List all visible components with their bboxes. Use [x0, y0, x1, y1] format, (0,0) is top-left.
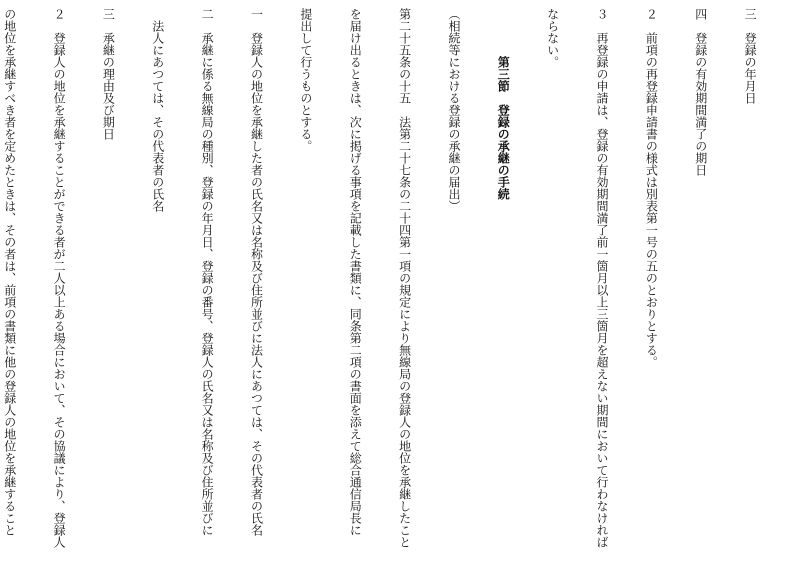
text-line: ３ 再登録の申請は、登録の有効期間満了前一箇月以上三箇月を超えない期間において行わなければ	[595, 8, 610, 548]
text-line: ２ 登録人の地位を承継することができる者が二人以上ある場合において、その協議により、登録人	[52, 8, 67, 548]
section-heading: 第三節 登録の承継の手続	[496, 8, 511, 200]
legal-document-text	[2, 8, 791, 560]
text-line: を届け出るときは、次に掲げる事項を記載した書類に、同条第二項の書面を添えて総合通信局長に	[348, 8, 363, 536]
text-line: ２ 前項の再登録申請書の様式は別表第一号の五のとおりとする。	[644, 8, 659, 368]
text-line: 提出して行うものとする。	[298, 8, 313, 152]
article-caption: （相続等における登録の承継の届出）	[446, 8, 461, 212]
text-line: 四 登録の有効期間満了の期日	[693, 8, 708, 176]
text-line: 法人にあつては、その代表者の氏名	[150, 8, 165, 212]
article-line: 第二十五条の十五 法第二十七条の二十四第一項の規定により無線局の登録人の地位を承継したこと	[397, 8, 412, 548]
text-line: の地位を承継すべき者を定めたときは、その者は、前項の書類に他の登録人の地位を承継すること	[2, 8, 17, 536]
text-line: 二 承継に係る無線局の種別、登録の年月日、登録の番号、登録人の氏名又は名称及び住所並びに	[200, 8, 215, 536]
text-line: 三 登録の年月日	[743, 8, 758, 104]
text-line: 三 承継の理由及び期日	[101, 8, 116, 140]
text-line: 一 登録人の地位を承継した者の氏名又は名称及び住所並びに法人にあつては、その代表者の氏名	[249, 8, 264, 536]
text-line: ならない。	[545, 8, 560, 68]
